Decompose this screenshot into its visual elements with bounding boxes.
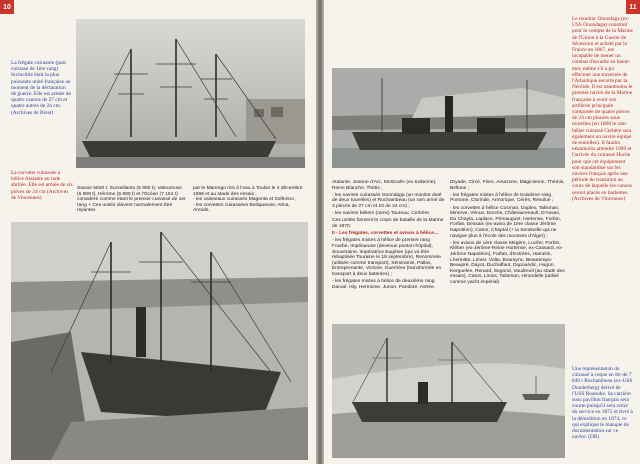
paragraph: - les navires cuirassés Onondaga (un monitor doté de deux tourelles) et Rochambeau (un ram armé de 3 pièces de 27 cm et 10 de 24 cm) ; [332,192,445,209]
page-number-right: 11 [626,0,640,14]
engraving-rochambeau [332,324,565,458]
paragraph: Ces unités forment le corps de bataille de la Marine de 1870. [332,218,444,229]
left-page [0,0,316,464]
paragraph: - les avisos de 1ère classe Mégère, Lucifer, Forbin, Kléber (ex-Jérôme-Reine Hortense, ex-Cassard, ex-Jérôme Napoléon), Forfait, d'Estrées, Hamelin, Lhermitte, Limier, Volta, Bouraync, Beautemps-Beaupré, Dayot, Duchaffaut, Dupouédic, Hugon, Kerguelen, Renard, Segond, Vaudreuil (au stade des essais), Caton, Linois, Talisman, Hirondelle (utilisé comme yacht impérial) [450,240,565,285]
body-col2-right [450,180,565,287]
page-number-left: 10 [0,0,14,14]
body-col1-right [332,180,445,292]
right-page [324,0,640,464]
paragraph: Dryade, Circé, Flore, Amazone, Magicienne, Thémis, Bellone ; [450,180,565,191]
section-heading: II - Les frégates, corvettes et avisos à hélice… [332,231,439,237]
paragraph: - les frégates mixtes à hélice de troisième rang Pomone, Clorinde, Armorique, Cérès, Résolue ; [450,192,554,204]
paragraph: - les frégates mixtes à hélice de deuxième rang Danaé, Isly, Hermione, Junon, Pandore, Astrée, [332,279,436,290]
caption-top-left: La frégate cuirassée (puis cuirassé de 1ère rang) Invincible était la plus puissante unité française au moment de la déclaration de guerre. Elle est armée de quatre canons de 27 cm et quatre autres de 24 cm. (Archives de Brest) [11,60,71,116]
photo-corvette-atalante [11,222,308,460]
body-col1-left: Savoie 5830 t, Surveillante (5 900 t), Valeureuse (5 909 t), Héroïne (5 890 t) et l'Océan (7 164 t) considéré comme étant le premier cuirassé de 1er rang + Ces unités doivent normalement être rejointes [77,186,186,214]
caption-top-right: Le monitor Onondaga (ex-USS Onondaga) construit pour le compte de la Marine de l'Union à la Guerre de Sécession et acheté par la France en 1867, est incapable de mener un combat d'escadre en haute-mer, même s'il a pu effectuer une traversée de l'Atlantique escorté par la Néréide. Il est néanmoins le premier navire de la Marine française à avoir son artillerie principale composée de quatre pièces de 24 cm placées sous tourelles (en 1868 le ram bélier cuirassé Cerbère sera également un navire équipé de tourelles). Il faudra néanmoins attendre 1890 et l'arrivée du cuirassé Hoche pour que cet équipement soit standardisé sur les navires français après une période de transition au cours de laquelle les canons seront placés en barbettes. (Archives de Vincennes) [572,16,633,202]
caption-bottom-right: Une représentation du cuirassé à coque en fer de 7 840 t Rochambeau (ex-USS Dunderberg) dérivé de l'USS Roanoke. Sa carrière sous pavillon français sera courte puisqu'il sera retiré du service en 1872 et livré à la démolition en 1874, ce qui explique le manque de documentation sur ce navire. (DR) [572,366,633,441]
book-gutter [316,0,324,464]
paragraph: Atalante, Jeanne d'Arc, Montcalm (ex-Indienne), Reine Blanche, Thétis ; [332,180,437,191]
paragraph: - les navires béliers (rams) Taureau, Cerbère. [332,211,431,217]
paragraph: - les corvettes à hélice Cosmao, Duplex, Talisman, Minerve, Vénus, Decrès, Châteaurenault, D'Assas, Du Chayla, Laplace, Primauguet, Hortense, Forbin, Forfait, Dessaix (ex-aviso de 1ère classe Jérôme Napoléon), Caton, Chaptal (+ la Sentinelle qui ne navigue plus à l'école des mousses d'Alger) ; [450,205,561,239]
photo-ironclad-invincible [76,19,305,168]
caption-bottom-left: La corvette cuirassée à hélice Atalante en rade abritée. Elle est armée de six pièces de 24 cm (Archives de Vincennes) [11,170,73,201]
body-col2-left: par le Marengo mis à l'eau à Toulon le 4 décembre 1869 et au stade des essais ; - les vaisseaux cuirassés Magenta et Solferino ; - les corvettes cuirassées Belliqueuse, Alma, Armide, [193,186,303,214]
paragraph: - les frégates mixtes à hélice de premier rang Fourbe, Impétueuse (devenue ponton-hôpital), Souveraine, Impératrice Eugénie (qui va être rebaptisée Touraine le 18 septembre), Renommée (utilisée comme transport), Sémiramis, Pallas, Entreprenante, Victoire, Guerrière (transformée en transport à deux batteries) ; [332,238,442,277]
photo-monitor-onondaga [332,68,565,168]
